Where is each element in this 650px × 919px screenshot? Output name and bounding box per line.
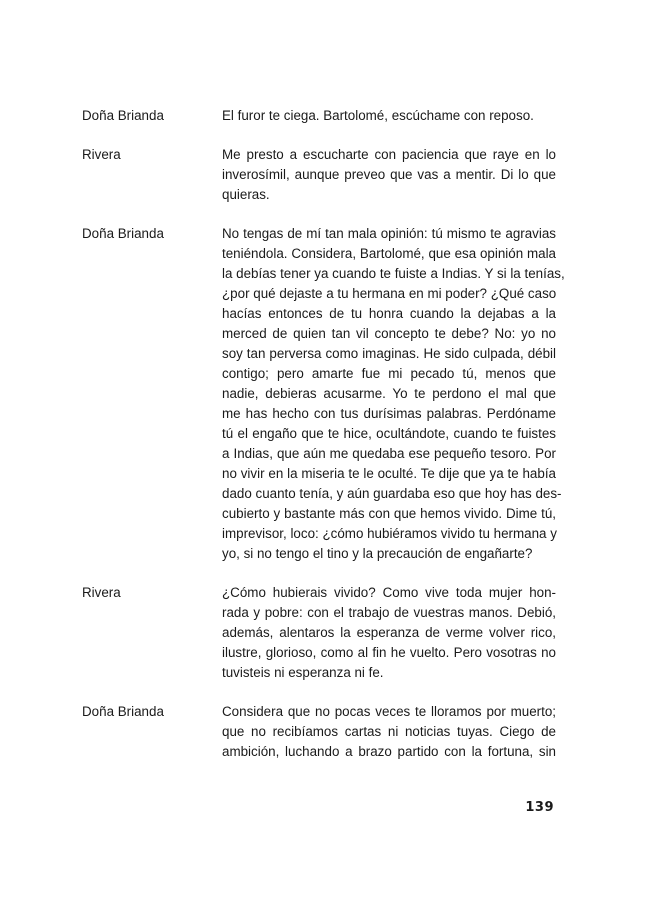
speech-line: tú el engaño que te hice, ocultándote, cuando te fuistes <box>222 426 556 441</box>
speech-line: quieras. <box>222 187 270 202</box>
speech-line: inverosímil, aunque preveo que vas a mentir. Di lo que <box>222 167 556 182</box>
speech-line: dado cuanto tenía, y aún guardaba eso que hoy has des- <box>222 486 562 501</box>
speaker-name: Rivera <box>82 585 121 600</box>
speech-line: ilustre, glorioso, como al fin he vuelto. Pero vosotras no <box>222 645 556 660</box>
speech-line: teniéndola. Considera, Bartolomé, que esa opinión mala <box>222 246 556 261</box>
dialogue-entry <box>82 106 556 126</box>
speaker-name: Rivera <box>82 147 121 162</box>
speech-line: yo, si no tengo el tino y la precaución de engañarte? <box>222 546 533 561</box>
dialogue-entry <box>82 583 556 683</box>
speech-line: que no recibíamos cartas ni noticias tuyas. Ciego de <box>222 724 556 739</box>
speech-line: No tengas de mí tan mala opinión: tú mismo te agravias <box>222 226 556 241</box>
speech-line: tuvisteis ni esperanza ni fe. <box>222 665 384 680</box>
speech-line: rada y pobre: con el trabajo de vuestras manos. Debió, <box>222 605 556 620</box>
speaker-name: Doña Brianda <box>82 108 164 123</box>
speech-line: me has hecho con tus durísimas palabras. Perdóname <box>222 406 556 421</box>
speech-text <box>222 224 565 564</box>
speech-line: nadie, debieras acusarme. Yo te perdono el mal que <box>222 386 556 401</box>
dialogue-entry <box>82 224 565 564</box>
entry-gap <box>82 126 556 145</box>
speech-line: a Indias, que aún me quedaba ese pequeño tesoro. Por <box>222 446 556 461</box>
speech-line: además, alentaros la esperanza de verme volver rico, <box>222 625 556 640</box>
speech-line: ambición, luchando a brazo partido con la fortuna, sin <box>222 744 556 759</box>
speech-text <box>222 583 556 683</box>
speech-line: imprevisor, loco: ¿cómo hubiéramos vivido tu hermana y <box>222 526 557 541</box>
speaker-name: Doña Brianda <box>82 226 164 241</box>
speech-line: soy tan perversa como imaginas. He sido culpada, débil <box>222 346 556 361</box>
speech-line: El furor te ciega. Bartolomé, escúchame con reposo. <box>222 108 534 123</box>
entry-gap <box>82 564 556 583</box>
speech-text <box>222 106 556 126</box>
speech-line: ¿por qué dejaste a tu hermana en mi poder? ¿Qué caso <box>222 286 557 301</box>
speech-line: Me presto a escucharte con paciencia que raye en lo <box>222 147 556 162</box>
speaker-name: Doña Brianda <box>82 704 164 719</box>
speech-line: Considera que no pocas veces te lloramos por muerto; <box>222 704 556 719</box>
speech-text <box>222 702 556 762</box>
speech-line: no vivir en la miseria te le oculté. Te dije que ya te había <box>222 466 556 481</box>
dialogue-entry <box>82 145 556 205</box>
entry-gap <box>82 683 556 702</box>
page-number: 139 <box>525 800 554 815</box>
speech-line: contigo; pero amarte fue mi pecado tú, menos que <box>222 366 556 381</box>
entry-gap <box>82 205 556 224</box>
dialogue-entry <box>82 702 556 762</box>
speech-line: hacías entonces de tu honra cuando la dejabas a la <box>222 306 556 321</box>
speech-line: merced de quien tan vil concepto te debe? No: yo no <box>222 326 556 341</box>
speech-line: cubierto y bastante más con que hemos vivido. Dime tú, <box>222 506 556 521</box>
speech-text <box>222 145 556 205</box>
speech-line: la debías tener ya cuando te fuiste a Indias. Y si la tenías, <box>222 266 565 281</box>
speech-line: ¿Cómo hubierais vivido? Como vive toda mujer hon- <box>222 585 556 600</box>
dialogue-block <box>82 106 565 762</box>
